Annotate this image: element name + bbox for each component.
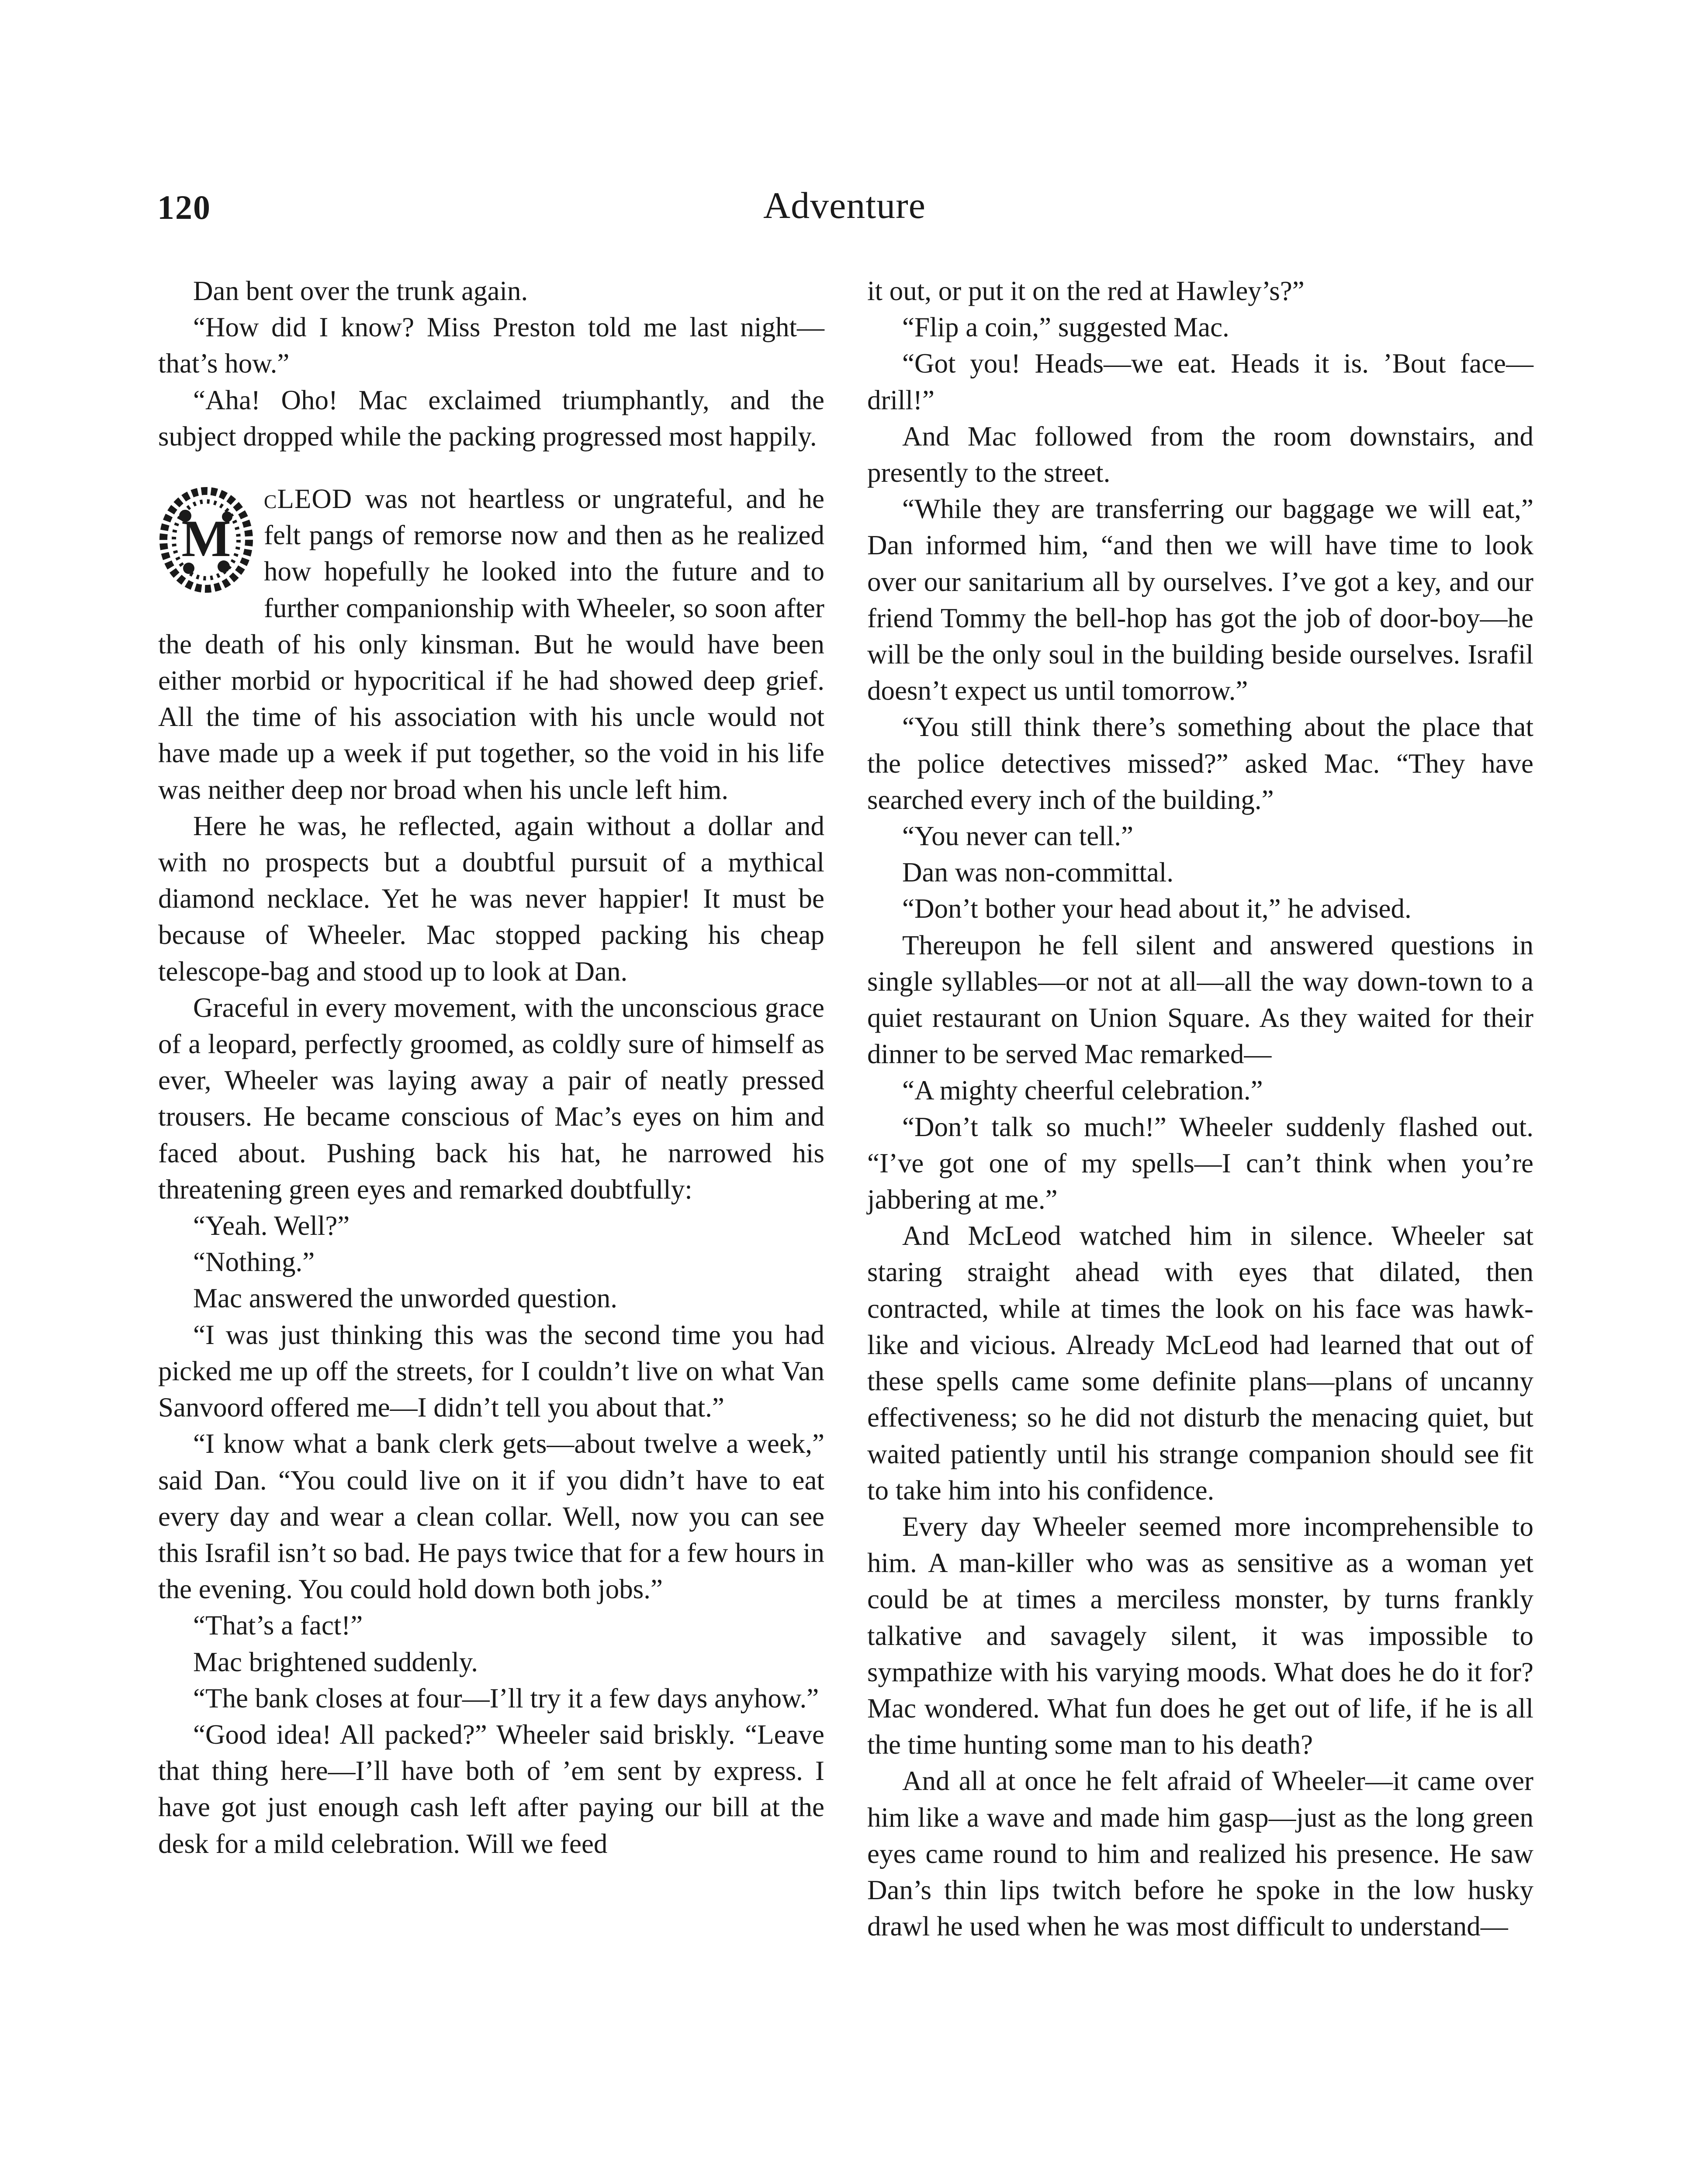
paragraph: Every day Wheeler seemed more incomprehensible to him. A man-killer who was as sensitive as a woman yet could be at times a merciless monster, by turns frankly talkative and savagely silent, it was impossible to sympathize with his varying moods. What does he do it for? Mac wondered. What fun does he get out of life, if he is all the time hunting some man to his death?: [867, 1511, 1533, 1760]
paragraph: “Nothing.”: [193, 1247, 315, 1278]
paragraph: And all at once he felt afraid of Wheeler—it came over him like a wave and made him gasp—just as the long green eyes came round to him and realized his presence. He saw Dan’s thin lips twitch before he spoke in the low husky drawl he used when he was most difficult to understand—: [867, 1766, 1533, 1942]
page-number: 120: [157, 188, 211, 226]
paragraph: Thereupon he fell silent and answered questions in single syllables—or not at all—all the way down-town to a quiet restaurant on Union Square. As they waited for their dinner to be served Mac remarked—: [867, 930, 1533, 1070]
paragraph: Dan was non-committal.: [902, 857, 1174, 888]
paragraph: Mac answered the unworded question.: [193, 1283, 617, 1314]
paragraph: Dan bent over the trunk again.: [193, 276, 528, 306]
right-column: [867, 273, 1533, 1945]
paragraph: Mac brightened suddenly.: [193, 1646, 478, 1677]
paragraph: Graceful in every movement, with the unconscious grace of a leopard, perfectly groomed, as coldly sure of himself as ever, Wheeler was laying away a pair of neatly pressed trousers. He became conscious of Mac’s eyes on him and faced about. Pushing back his hat, he narrowed his threatening green eyes and remarked doubtfully:: [158, 992, 824, 1205]
paragraph: And Mac followed from the room downstairs, and presently to the street.: [867, 421, 1533, 488]
paragraph-continued: it out, or put it on the red at Hawley’s?”: [867, 276, 1305, 306]
paragraph: “Aha! Oho! Mac exclaimed triumphantly, and the subject dropped while the packing progressed most happily.: [158, 384, 824, 452]
paragraph: “Good idea! All packed?” Wheeler said briskly. “Leave that thing here—I’ll have both of ’em sent by express. I have got just enough cash left after paying our bill at the desk for a mild celebration. Will we feed: [158, 1719, 824, 1859]
paragraph: “You never can tell.”: [902, 821, 1133, 852]
paragraph: “Yeah. Well?”: [193, 1210, 350, 1241]
ornamental-letter-m-icon: [158, 485, 254, 594]
page-header: [157, 183, 1532, 232]
paragraph: “Don’t talk so much!” Wheeler suddenly flashed out. “I’ve got one of my spells—I can’t think when you’re jabbering at me.”: [867, 1111, 1533, 1215]
paragraph: “While they are transferring our baggage we will eat,” Dan informed him, “and then we will have time to look over our sanitarium all by ourselves. I’ve got a key, and our friend Tommy the bell-hop has got the job of door-boy—he will be the only soul in the building beside ourselves. Israfil doesn’t expect us until tomorrow.”: [867, 494, 1533, 706]
paragraph-text: was not heartless or ungrateful, and he felt pangs of remorse now and then as he realized how hopefully he looked into the future and to further companionship with Wheeler, so soon after the death of his only kinsman. But he would have been either morbid or hypocritical if he had showed deep grief. All the time of his association with his uncle would not have made up a week if put together, so the void in his life was neither deep nor broad when his uncle left him.: [158, 484, 824, 805]
paragraph: “You still think there’s something about the place that the police detectives missed?” asked Mac. “They have searched every inch of the building.”: [867, 712, 1533, 815]
paragraph: “That’s a fact!”: [193, 1610, 363, 1641]
drop-cap-continuation: cLEOD: [264, 484, 353, 515]
paragraph: And McLeod watched him in silence. Wheeler sat staring straight ahead with eyes that dilated, then contracted, while at times the look on his face was hawk-like and vicious. Already McLeod had learned that out of these spells came some definite plans—plans of uncanny effectiveness; so he did not disturb the menacing quiet, but waited patiently until his strange companion should see fit to take him into his confidence.: [867, 1220, 1533, 1506]
paragraph: “How did I know? Miss Preston told me last night—that’s how.”: [158, 312, 824, 379]
paragraph: Here he was, he reflected, again without a dollar and with no prospects but a doubtful pursuit of a mythical diamond necklace. Yet he was never happier! It must be because of Wheeler. Mac stopped packing his cheap telescope-bag and stood up to look at Dan.: [158, 810, 824, 987]
drop-cap-letter: M: [181, 509, 231, 568]
paragraph: “A mighty cheerful celebration.”: [902, 1075, 1263, 1106]
paragraph: “I was just thinking this was the second time you had picked me up off the streets, for I couldn’t live on what Van Sanvoord offered me—I didn’t tell you about that.”: [158, 1319, 824, 1423]
section-break: [158, 455, 824, 481]
paragraph: “Don’t bother your head about it,” he advised.: [902, 893, 1412, 924]
paragraph: “Flip a coin,” suggested Mac.: [902, 312, 1229, 343]
paragraph-with-drop-cap: [158, 481, 824, 808]
left-column: [158, 273, 824, 1862]
paragraph: “The bank closes at four—I’ll try it a few days anyhow.”: [193, 1683, 819, 1714]
running-title: Adventure: [763, 184, 926, 226]
paragraph: “I know what a bank clerk gets—about twelve a week,” said Dan. “You could live on it if you didn’t have to eat every day and wear a clean collar. Well, now you can see this Israfil isn’t so bad. He pays twice that for a few hours in the evening. You could hold down both jobs.”: [158, 1428, 824, 1605]
paragraph: “Got you! Heads—we eat. Heads it is. ’Bout face—drill!”: [867, 348, 1533, 415]
